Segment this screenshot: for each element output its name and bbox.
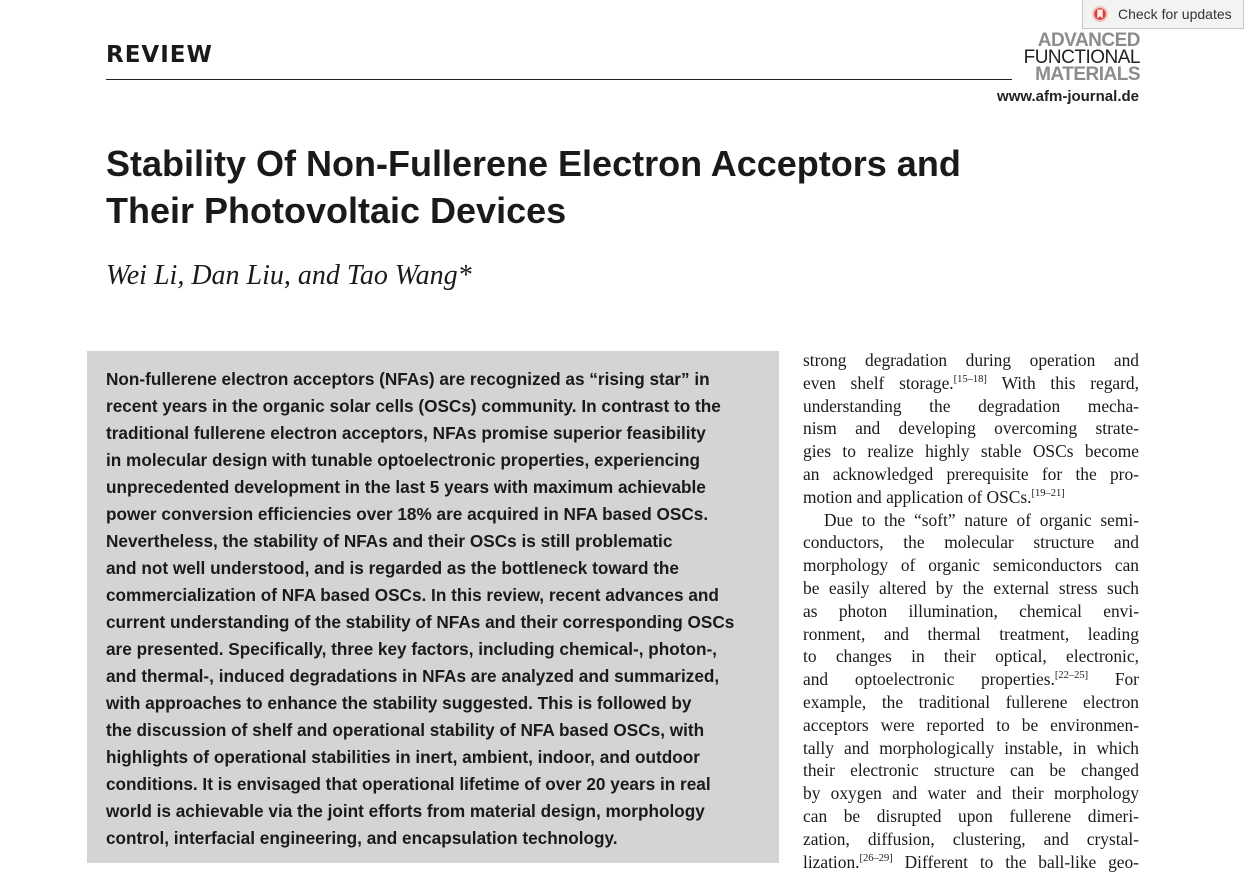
body-word: can (1114, 555, 1139, 576)
abstract-line: Nevertheless, the stability of NFAs and their OSCs is still problematic (106, 531, 673, 551)
body-text-line (803, 668, 1139, 691)
body-word: gies (803, 441, 832, 462)
body-word: optoelectronic (854, 669, 955, 690)
body-text-line (803, 372, 1139, 395)
body-word: by (803, 783, 821, 804)
body-word: ronment, (803, 623, 866, 644)
body-word: highly (925, 441, 970, 462)
abstract-line: control, interfacial engineering, and encapsulation technology. (106, 828, 618, 848)
body-word: and (1113, 532, 1139, 553)
body-word: strate- (1095, 418, 1139, 439)
body-text-segment: motion and application of OSCs.[19–21] (803, 486, 1065, 507)
journal-logo-line-2: FUNCTIONAL (1023, 47, 1140, 68)
body-word: and (1113, 350, 1139, 370)
body-word: can (803, 805, 828, 826)
body-word: reported (926, 714, 985, 735)
body-word: disrupted (876, 805, 942, 826)
body-text-line (803, 805, 1139, 828)
abstract-line: and thermal-, induced degradations in NFAs are analyzed and summarized, (106, 666, 720, 686)
body-word: the (881, 691, 904, 712)
body-column (803, 349, 1139, 873)
body-word: regard, (1090, 372, 1139, 393)
citation-superscript[interactable]: [26–29] (859, 852, 893, 864)
check-for-updates-label: Check for updates (1118, 6, 1232, 22)
abstract-line: current understanding of the stability of NFAs and their corresponding OSCs (106, 612, 735, 632)
body-word: as (803, 600, 818, 621)
body-text-line (803, 737, 1139, 760)
body-word: this (1050, 372, 1076, 393)
journal-logo (1016, 32, 1140, 83)
abstract-line: conditions. It is envisaged that operational lifetime of over 20 years in real (106, 774, 711, 794)
body-word: organic (928, 555, 981, 576)
body-word: For (1114, 669, 1139, 690)
abstract-line: world is achievable via the joint efforts from material design, morphology (106, 801, 705, 821)
body-word: such (1107, 577, 1139, 598)
body-word: the (884, 509, 906, 530)
body-word: and (844, 737, 870, 758)
body-word: an (803, 463, 820, 484)
body-word: Due (824, 509, 853, 530)
body-word: the (962, 577, 984, 598)
body-word: treatment, (999, 623, 1070, 644)
body-word: mecha- (1087, 395, 1139, 416)
body-word: structure (1033, 532, 1095, 553)
body-text-line (803, 417, 1139, 440)
body-word: tally (803, 737, 834, 758)
body-text-line (803, 691, 1139, 714)
header-rule (106, 79, 1012, 80)
body-word: overcoming (994, 418, 1078, 439)
journal-logo-line-3: MATERIALS (1035, 64, 1140, 85)
body-word: external (993, 577, 1050, 598)
body-word: morphology (803, 555, 889, 576)
body-text-line (803, 759, 1139, 782)
body-text-line (803, 645, 1139, 668)
body-word: and (883, 623, 909, 644)
body-word: their (943, 646, 976, 667)
body-word: chemical (1019, 600, 1082, 621)
body-word: be (1021, 714, 1039, 735)
body-word: nature (964, 509, 1008, 530)
body-word: operation (1029, 350, 1096, 370)
body-text-line (803, 851, 1139, 874)
body-word: by (935, 577, 954, 598)
body-word: OSCs (1032, 441, 1074, 462)
body-word: stress (1058, 577, 1098, 598)
body-word: diffusion, (867, 828, 935, 849)
body-word: the (903, 532, 925, 553)
body-word: degradation (865, 350, 948, 370)
body-word: traditional (918, 691, 991, 712)
body-word: and (1043, 828, 1069, 849)
body-word: to (803, 646, 817, 667)
body-word: changes (835, 646, 892, 667)
abstract-line: recent years in the organic solar cells (OSCs) community. In contrast to the (106, 396, 721, 416)
body-word: storage.[15–18] (899, 372, 987, 393)
citation-superscript[interactable]: [22–25] (1054, 670, 1089, 682)
body-word: and (855, 418, 881, 439)
journal-logo-line-1: ADVANCED (1037, 30, 1140, 51)
body-word: illumination, (908, 600, 998, 621)
body-word: degradation (978, 395, 1061, 416)
body-word: for (1041, 463, 1063, 484)
body-word: to (979, 851, 994, 872)
body-word: fullerene (1005, 691, 1068, 712)
body-word: morphologically (879, 737, 995, 758)
body-word: the (929, 395, 951, 416)
body-text-line (803, 623, 1139, 646)
body-text-line (803, 531, 1139, 554)
abstract-text (106, 366, 766, 852)
body-word: the (1075, 463, 1097, 484)
body-word: of (900, 555, 916, 576)
article-title-line-1: Stability Of Non-Fullerene Electron Acceptors and (106, 143, 961, 184)
body-word: stable (980, 441, 1022, 462)
body-word: water (927, 783, 967, 804)
abstract-line: commercialization of NFA based OSCs. In this review, recent advances and (106, 585, 719, 605)
body-word: their (803, 760, 835, 781)
body-text-line (803, 782, 1139, 805)
body-word: properties.[22–25] (980, 669, 1089, 690)
body-word: understanding (803, 395, 902, 416)
body-word: to (861, 509, 876, 530)
body-word: leading (1087, 623, 1139, 644)
body-word: become (1084, 441, 1139, 462)
body-word: easily (828, 577, 870, 598)
body-word: molecular (944, 532, 1014, 553)
body-word: environmen- (1050, 714, 1139, 735)
body-word: With (1001, 372, 1036, 393)
body-text-line (803, 440, 1139, 463)
body-word: acceptors (803, 714, 869, 735)
body-text-line (803, 463, 1139, 486)
body-word: to (842, 441, 856, 462)
check-for-updates-icon (1091, 5, 1109, 23)
body-text-line (803, 600, 1139, 623)
body-word: realize (867, 441, 914, 462)
article-title-line-2: Their Photovoltaic Devices (106, 190, 567, 231)
citation-superscript[interactable]: [15–18] (953, 373, 987, 385)
body-word: Different (904, 851, 969, 872)
author-list: Wei Li, Dan Liu, and Tao Wang* (106, 260, 472, 291)
abstract-line: are presented. Specifically, three key factors, including chemical-, photon-, (106, 639, 717, 659)
body-text-line (803, 395, 1139, 418)
body-word: structure (933, 760, 995, 781)
body-word: nism (803, 418, 837, 439)
body-word: upon (958, 805, 993, 826)
body-word: acknowledged (832, 463, 934, 484)
body-word: oxygen (830, 783, 882, 804)
body-word: in (911, 646, 925, 667)
body-word: of (1016, 509, 1031, 530)
abstract-line: highlights of operational stabilities in inert, ambient, indoor, and outdoor (106, 747, 700, 767)
abstract-line: and not well understood, and is regarded as the bottleneck toward the (106, 558, 679, 578)
body-word: changed (1081, 760, 1139, 781)
body-word: were (880, 714, 915, 735)
body-word: zation, (803, 828, 850, 849)
body-word: be (843, 805, 861, 826)
body-text-line (803, 828, 1139, 851)
body-word: instable, (1004, 737, 1063, 758)
body-word: fullerene (1009, 805, 1072, 826)
body-text-line (803, 577, 1139, 600)
body-word: pro- (1109, 463, 1139, 484)
body-word: organic (1039, 509, 1092, 530)
body-word: geo- (1108, 851, 1139, 872)
citation-superscript[interactable]: [19–21] (1031, 487, 1065, 499)
body-word: which (1096, 737, 1139, 758)
body-word: electronic, (1066, 646, 1139, 667)
body-word: clustering, (952, 828, 1026, 849)
body-word: can (1009, 760, 1035, 781)
body-word: and (803, 669, 829, 690)
body-word: altered (878, 577, 927, 598)
abstract-line: the discussion of shelf and operational stability of NFA based OSCs, with (106, 720, 705, 740)
body-word: in (1072, 737, 1087, 758)
body-word: lization.[26–29] (803, 851, 893, 872)
body-word: ball-like (1038, 851, 1097, 872)
body-word: electron (1082, 691, 1139, 712)
body-word: morphology (1053, 783, 1139, 804)
check-for-updates-button[interactable] (1082, 0, 1244, 29)
body-text-line (803, 554, 1139, 577)
body-word: the (1005, 851, 1027, 872)
body-word: optical, (995, 646, 1047, 667)
body-word: developing (898, 418, 976, 439)
abstract-line: power conversion efficiencies over 18% are acquired in NFA based OSCs. (106, 504, 709, 524)
article-title (106, 140, 1006, 234)
body-word: to (996, 714, 1010, 735)
abstract-line: Non-fullerene electron acceptors (NFAs) are recognized as “rising star” in (106, 369, 710, 389)
body-text-line (803, 509, 1139, 532)
body-word: dimeri- (1087, 805, 1139, 826)
body-word: even (803, 372, 836, 393)
body-word: and (976, 783, 1002, 804)
body-word: photon (838, 600, 888, 621)
body-word: example, (803, 691, 867, 712)
abstract-line: traditional fullerene electron acceptors, NFAs promise superior feasibility (106, 423, 706, 443)
body-word: their (1011, 783, 1044, 804)
body-word: semiconductors (992, 555, 1103, 576)
body-word: conductors, (803, 532, 884, 553)
body-word: and (892, 783, 918, 804)
body-text-line (803, 486, 1139, 509)
body-word: crystal- (1086, 828, 1139, 849)
section-label: REVIEW (106, 42, 213, 68)
body-word: shelf (850, 372, 885, 393)
abstract-line: in molecular design with tunable optoelectronic properties, experiencing (106, 450, 701, 470)
body-word: thermal (927, 623, 981, 644)
journal-url[interactable]: www.afm-journal.de (997, 88, 1139, 105)
body-word: semi- (1100, 509, 1139, 530)
body-word: envi- (1103, 600, 1139, 621)
body-word: be (1049, 760, 1066, 781)
body-word: electronic (850, 760, 919, 781)
abstract-line: with approaches to enhance the stability suggested. This is followed by (106, 693, 692, 713)
body-word: during (965, 350, 1012, 370)
body-word: be (803, 577, 820, 598)
abstract-line: unprecedented development in the last 5 years with maximum achievable (106, 477, 706, 497)
body-word: prerequisite (946, 463, 1029, 484)
body-word: strong (803, 350, 847, 370)
body-text-line (803, 714, 1139, 737)
body-word: “soft” (914, 509, 956, 530)
body-text-line (803, 349, 1139, 372)
